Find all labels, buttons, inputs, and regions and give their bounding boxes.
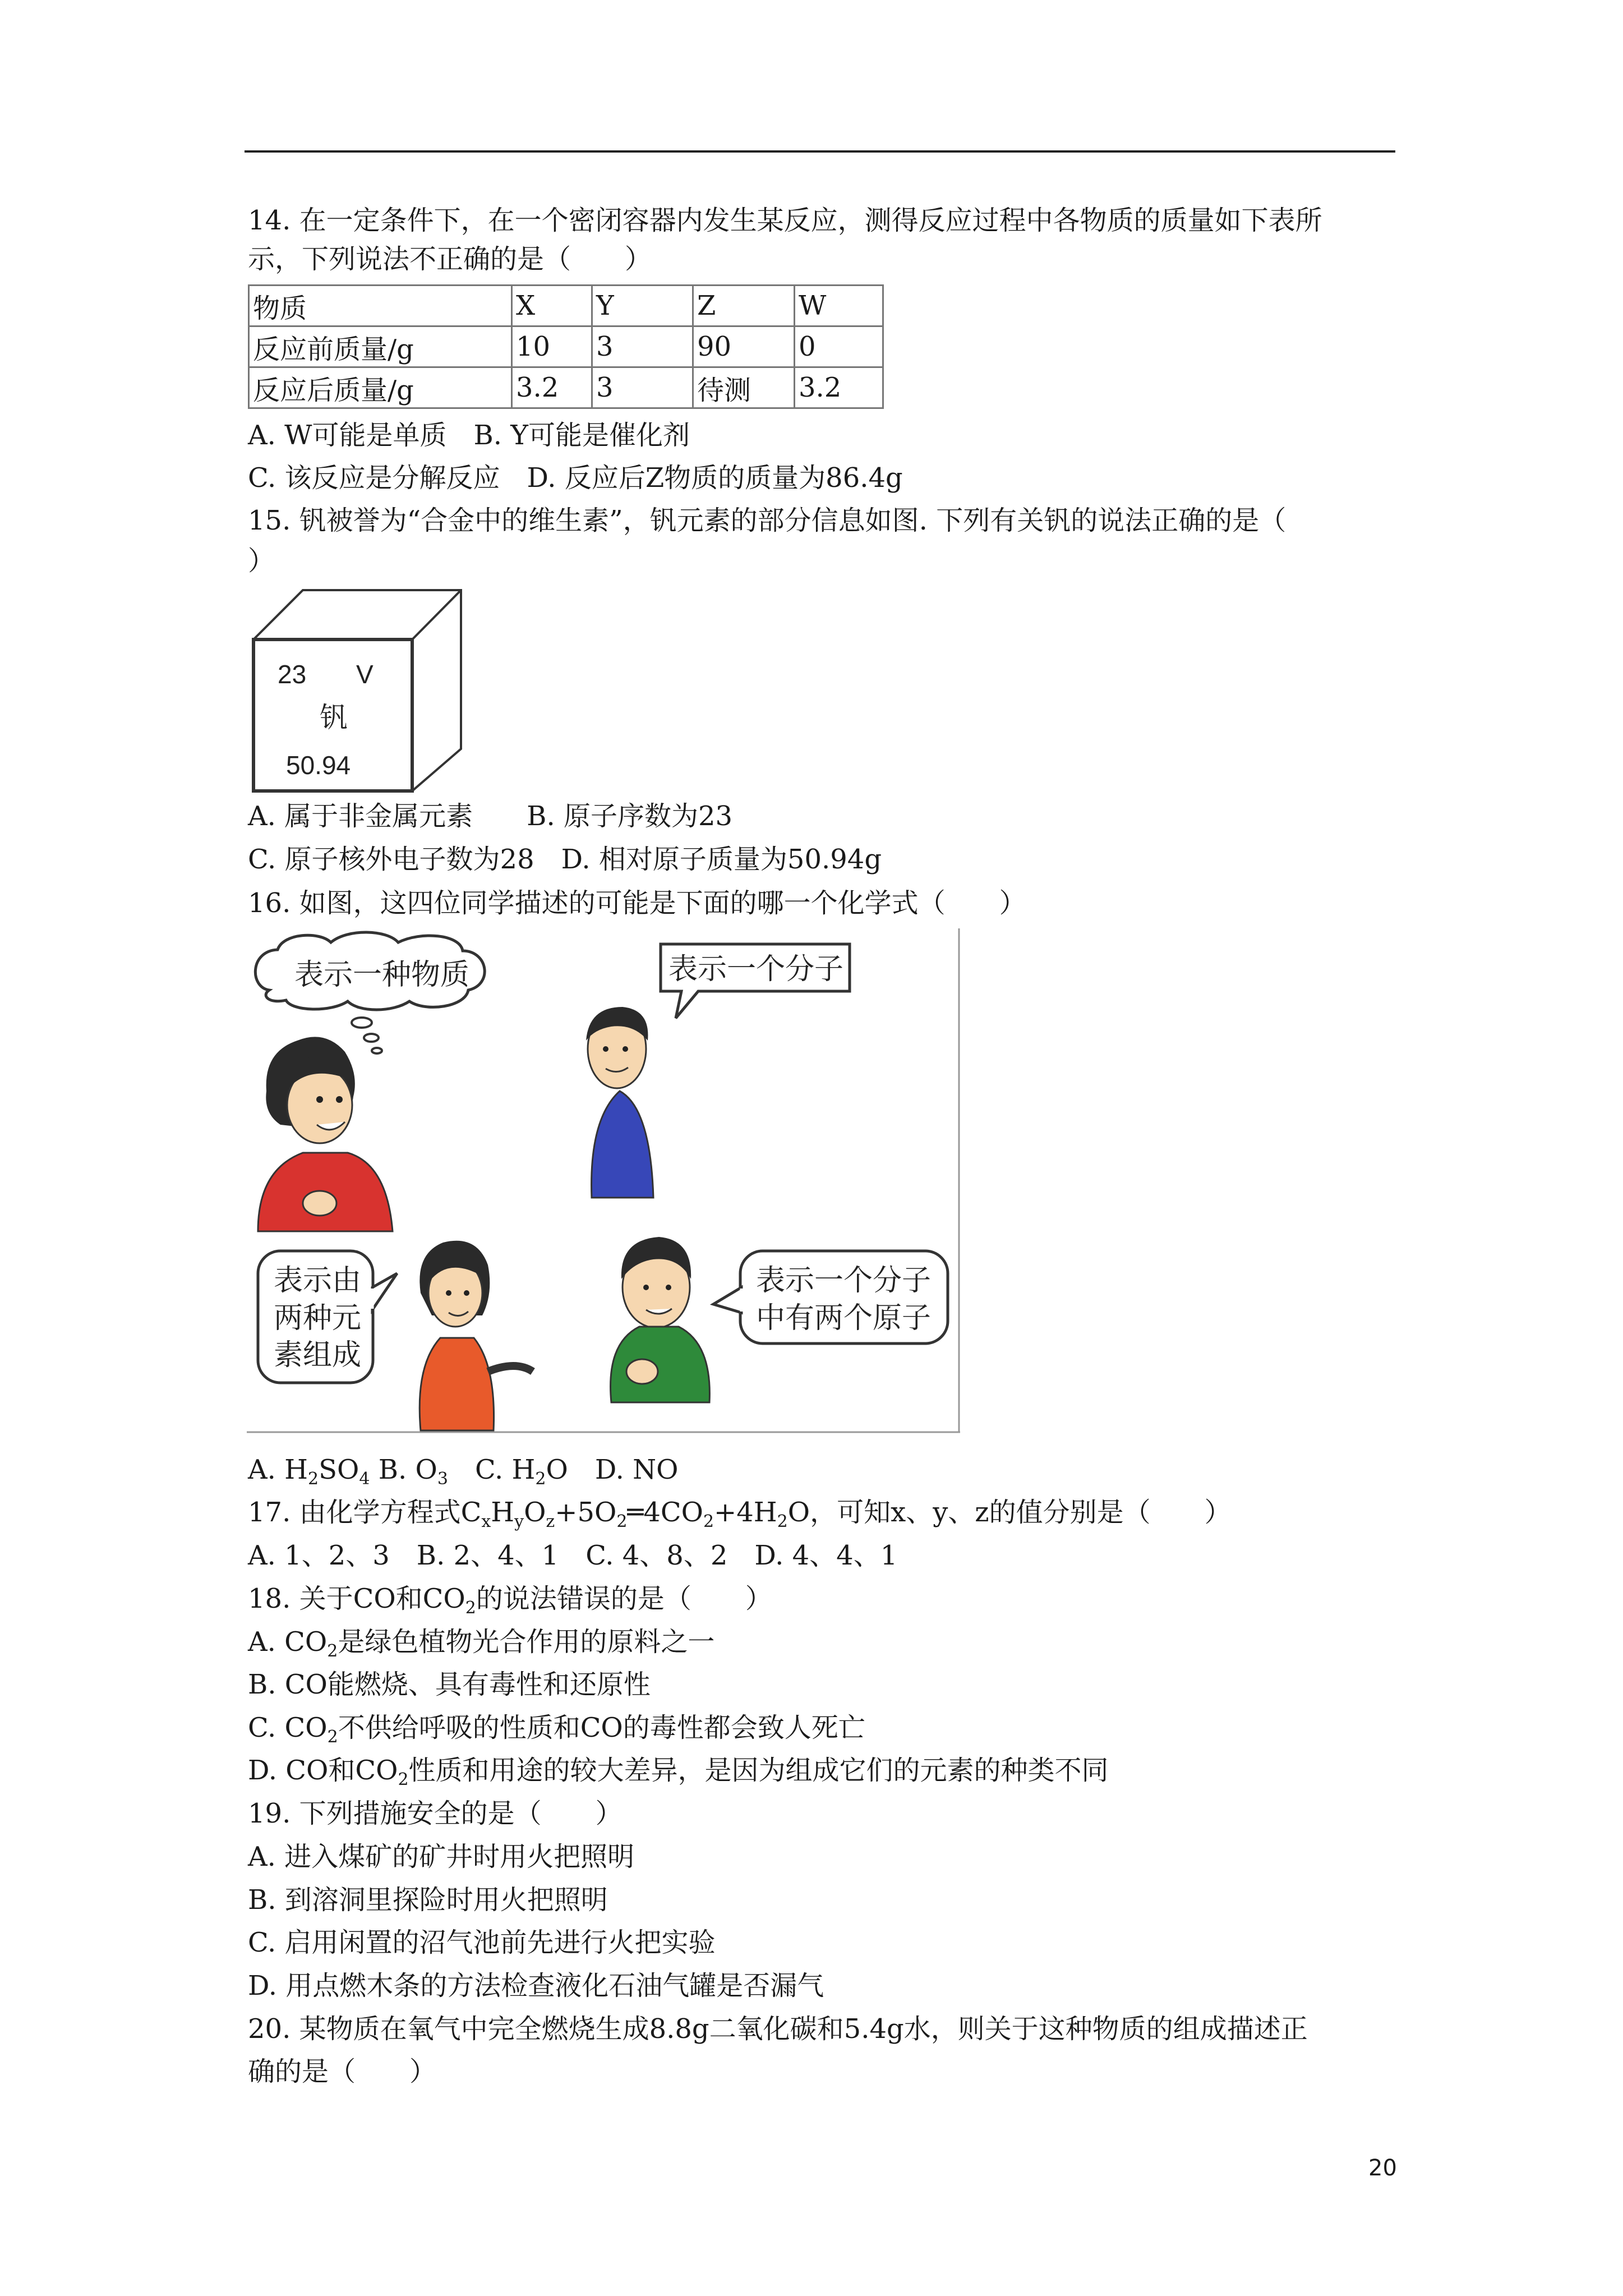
- element-number: 23: [278, 660, 307, 689]
- subscript: 4: [359, 1469, 370, 1489]
- option-text: B. O: [370, 1454, 437, 1485]
- q18-option-b: B. CO能燃烧、具有毒性和还原性: [248, 1669, 651, 1700]
- stem-text: 18. 关于CO和CO: [248, 1583, 465, 1614]
- table-cell: 10: [512, 326, 592, 367]
- table-row: [249, 326, 883, 367]
- q14-stem-line2: 示，下列说法不正确的是（ ）: [248, 243, 652, 275]
- student-red-shirt: [258, 1037, 393, 1231]
- q14-options-line1: A. W可能是单质 B. Y可能是催化剂: [248, 420, 690, 451]
- q19-stem: 19. 下列措施安全的是（ ）: [248, 1798, 623, 1829]
- q18-option-c: [248, 1711, 865, 1745]
- q18-option-d: [248, 1754, 1109, 1787]
- table-cell: Z: [693, 286, 795, 326]
- option-text: A. H: [248, 1454, 308, 1485]
- option-text: A. CO: [248, 1626, 328, 1658]
- stem-text: ═4CO: [627, 1497, 703, 1528]
- q14-stem-line1: 14. 在一定条件下，在一个密闭容器内发生某反应，测得反应过程中各物质的质量如下表所: [248, 205, 1322, 236]
- subscript: 2: [327, 1727, 338, 1747]
- four-students-illustration: [247, 928, 962, 1433]
- q20-stem-line2: 确的是（ ）: [248, 2056, 437, 2087]
- bubble-3-line3: 素组成: [274, 1338, 362, 1372]
- subscript: 2: [777, 1512, 788, 1531]
- q17-options: A. 1、2、3 B. 2、4、1 C. 4、8、2 D. 4、4、1: [248, 1540, 898, 1571]
- subscript: 2: [616, 1512, 628, 1531]
- table-cell: 0: [795, 326, 883, 367]
- table-cell: 待测: [693, 367, 795, 408]
- student-blue-shirt: [586, 1007, 653, 1198]
- table-row: [249, 286, 883, 326]
- subscript: y: [514, 1512, 524, 1531]
- speech-bubble-3: [258, 1251, 397, 1383]
- subscript: 2: [308, 1469, 319, 1489]
- subscript: 2: [398, 1770, 409, 1789]
- table-cell: 3.2: [795, 367, 883, 408]
- stem-text: O，可知x、y、z的值分别是（ ）: [787, 1497, 1232, 1528]
- subscript: 2: [703, 1512, 714, 1531]
- option-text: D. NO: [568, 1454, 679, 1485]
- option-text: 性质和用途的较大差异，是因为组成它们的元素的种类不同: [408, 1755, 1109, 1786]
- student-girl: [419, 1241, 533, 1430]
- bubble-2-text: 表示一个分子: [668, 953, 844, 986]
- q16-options: [248, 1453, 678, 1487]
- q14-options-line2: C. 该反应是分解反应 D. 反应后Z物质的质量为86.4g: [248, 462, 903, 494]
- q14-mass-table: [248, 284, 884, 409]
- speech-bubble-2: [661, 944, 850, 1018]
- subscript: 2: [327, 1641, 338, 1661]
- table-cell: X: [512, 286, 592, 326]
- option-text: 不供给呼吸的性质和CO的毒性都会致人死亡: [338, 1712, 865, 1743]
- bubble-1-text: 表示一种物质: [294, 958, 470, 992]
- option-text: C. CO: [248, 1712, 328, 1743]
- subscript: 3: [437, 1469, 448, 1489]
- q15-options-line2: C. 原子核外电子数为28 D. 相对原子质量为50.94g: [248, 844, 882, 875]
- element-symbol: V: [356, 660, 374, 689]
- option-text: C. H: [448, 1454, 536, 1485]
- q15-options-line1: A. 属于非金属元素 B. 原子序数为23: [248, 800, 733, 832]
- bubble-3-line1: 表示由: [274, 1264, 362, 1297]
- table-cell: 物质: [249, 286, 512, 326]
- table-cell: 反应前质量/g: [249, 326, 512, 367]
- table-row: [249, 367, 883, 408]
- table-cell: 反应后质量/g: [249, 367, 512, 408]
- header-rule: [245, 150, 1395, 153]
- stem-text: H: [491, 1497, 515, 1528]
- thought-bubble-1: [255, 932, 485, 1053]
- table-cell: 3: [592, 367, 693, 408]
- stem-text: 的说法错误的是（ ）: [476, 1583, 772, 1614]
- bubble-4-line1: 表示一个分子: [756, 1264, 932, 1297]
- q19-option-b: B. 到溶洞里探险时用火把照明: [248, 1884, 608, 1916]
- table-cell: 90: [693, 326, 795, 367]
- stem-text: O: [524, 1497, 546, 1528]
- stem-text: 17. 由化学方程式C: [248, 1497, 482, 1528]
- subscript: 2: [535, 1469, 546, 1489]
- q15-stem-line1: 15. 钒被誉为“合金中的维生素”，钒元素的部分信息如图. 下列有关钒的说法正确的是（: [248, 505, 1287, 536]
- element-mass: 50.94: [286, 751, 351, 780]
- q19-option-d: D. 用点燃木条的方法检查液化石油气罐是否漏气: [248, 1970, 824, 2001]
- option-text: D. CO和CO: [248, 1755, 398, 1786]
- table-cell: W: [795, 286, 883, 326]
- q20-stem-line1: 20. 某物质在氧气中完全燃烧生成8.8g二氧化碳和5.4g水，则关于这种物质的组成描述正: [248, 2013, 1308, 2045]
- bubble-4-line2: 中有两个原子: [756, 1301, 932, 1335]
- vanadium-element-cube: [247, 583, 471, 797]
- q19-option-c: C. 启用闲置的沼气池前先进行火把实验: [248, 1927, 716, 1958]
- table-cell: 3.2: [512, 367, 592, 408]
- bubble-3-line2: 两种元: [274, 1301, 362, 1335]
- subscript: 2: [465, 1598, 476, 1618]
- q18-option-a: [248, 1625, 714, 1659]
- stem-text: +4H: [714, 1497, 777, 1528]
- student-green-shirt: [611, 1237, 710, 1402]
- subscript: x: [481, 1512, 491, 1531]
- stem-text: +5O: [555, 1497, 617, 1528]
- q16-stem: 16. 如图，这四位同学描述的可能是下面的哪一个化学式（ ）: [248, 887, 1026, 919]
- option-text: O: [546, 1454, 568, 1485]
- option-text: SO: [319, 1454, 359, 1485]
- q17-stem: [248, 1496, 1232, 1529]
- table-cell: 3: [592, 326, 693, 367]
- page-number: 20: [1368, 2155, 1397, 2181]
- option-text: 是绿色植物光合作用的原料之一: [338, 1626, 715, 1658]
- speech-bubble-4: [713, 1251, 948, 1343]
- q19-option-a: A. 进入煤矿的矿井时用火把照明: [248, 1841, 635, 1872]
- subscript: z: [546, 1512, 555, 1531]
- element-name: 钒: [320, 701, 348, 734]
- q15-stem-line2: ）: [248, 545, 275, 577]
- q18-stem: [248, 1582, 772, 1616]
- table-cell: Y: [592, 286, 693, 326]
